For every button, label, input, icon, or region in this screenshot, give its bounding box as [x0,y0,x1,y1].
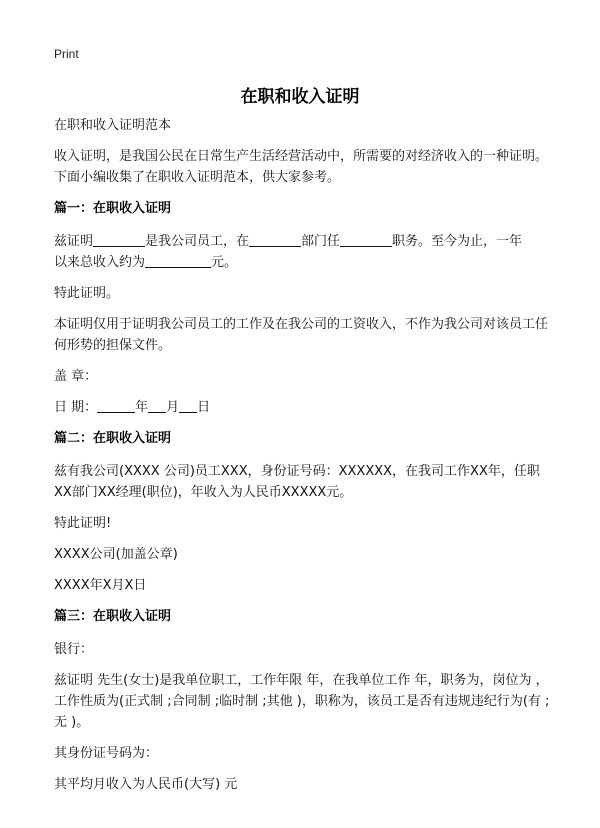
section3-paragraph: 兹证明 先生(女士)是我单位职工，工作年限 年，在我单位工作 年，职务为，岗位为 ，工作性质为(正式制 ;合同制 ;临时制 ;其他 )，职称为，该员工是否有违规违纪行为(有 ;无 )。 [54,673,550,730]
section1-text-b: 是我公司员工，在 [145,234,250,249]
section1-text-f: 元。 [211,255,238,270]
page-title: 在职和收入证明 [240,87,360,107]
section1-special: 特此证明。 [54,286,120,301]
year-text: 年 [135,400,149,415]
name-blank [93,232,145,247]
day-text: 日 [197,400,211,415]
section3-income-line: 其平均月收入为人民币(大写) 元 [54,777,238,792]
intro-paragraph: 收入证明，是我国公民在日常生产生活经营活动中，所需要的对经济收入的一种证明。下面小编收集了在职收入证明范本，供大家参考。 [54,149,549,185]
intro-subtitle: 在职和收入证明范本 [54,118,172,133]
department-blank [249,232,301,247]
year-blank [97,398,135,413]
section1-text-a: 兹证明 [54,234,94,249]
section2-company: XXXX公司(加盖公章) [54,547,178,562]
section2-special: 特此证明! [54,516,112,531]
section1-stamp: 盖 章： [54,369,98,384]
month-blank [148,398,166,413]
day-blank [179,398,197,413]
position-blank [340,232,392,247]
date-label: 日 期： [54,400,98,415]
month-text: 月 [166,400,180,415]
section1-certify-paragraph [54,231,554,273]
section1-heading: 篇一：在职收入证明 [54,201,172,216]
section3-id-line: 其身份证号码为： [54,746,159,761]
section2-date: XXXX年X月X日 [54,578,147,593]
section2-heading: 篇二：在职收入证明 [54,431,172,446]
section1-text-e: 以来总收入约为 [54,255,146,270]
income-blank [145,253,211,268]
section3-heading: 篇三：在职收入证明 [54,609,172,624]
section2-paragraph: 兹有我公司(XXXX 公司)员工XXX，身份证号码：XXXXXX，在我司工作XX年，任职XX部门XX经理(职位)，年收入为人民币XXXXX元。 [54,464,540,500]
section1-text-d: 职务。至今为止，一年 [392,234,523,249]
article-body [54,115,554,795]
section3-bank: 银行： [54,642,94,657]
print-link[interactable]: Print [54,47,79,61]
section1-date-line [54,397,554,418]
section1-note: 本证明仅用于证明我公司员工的工作及在我公司的工资收入，不作为我公司对该员工任何形势的担保文件。 [54,317,549,353]
section1-text-c: 部门任 [301,234,341,249]
